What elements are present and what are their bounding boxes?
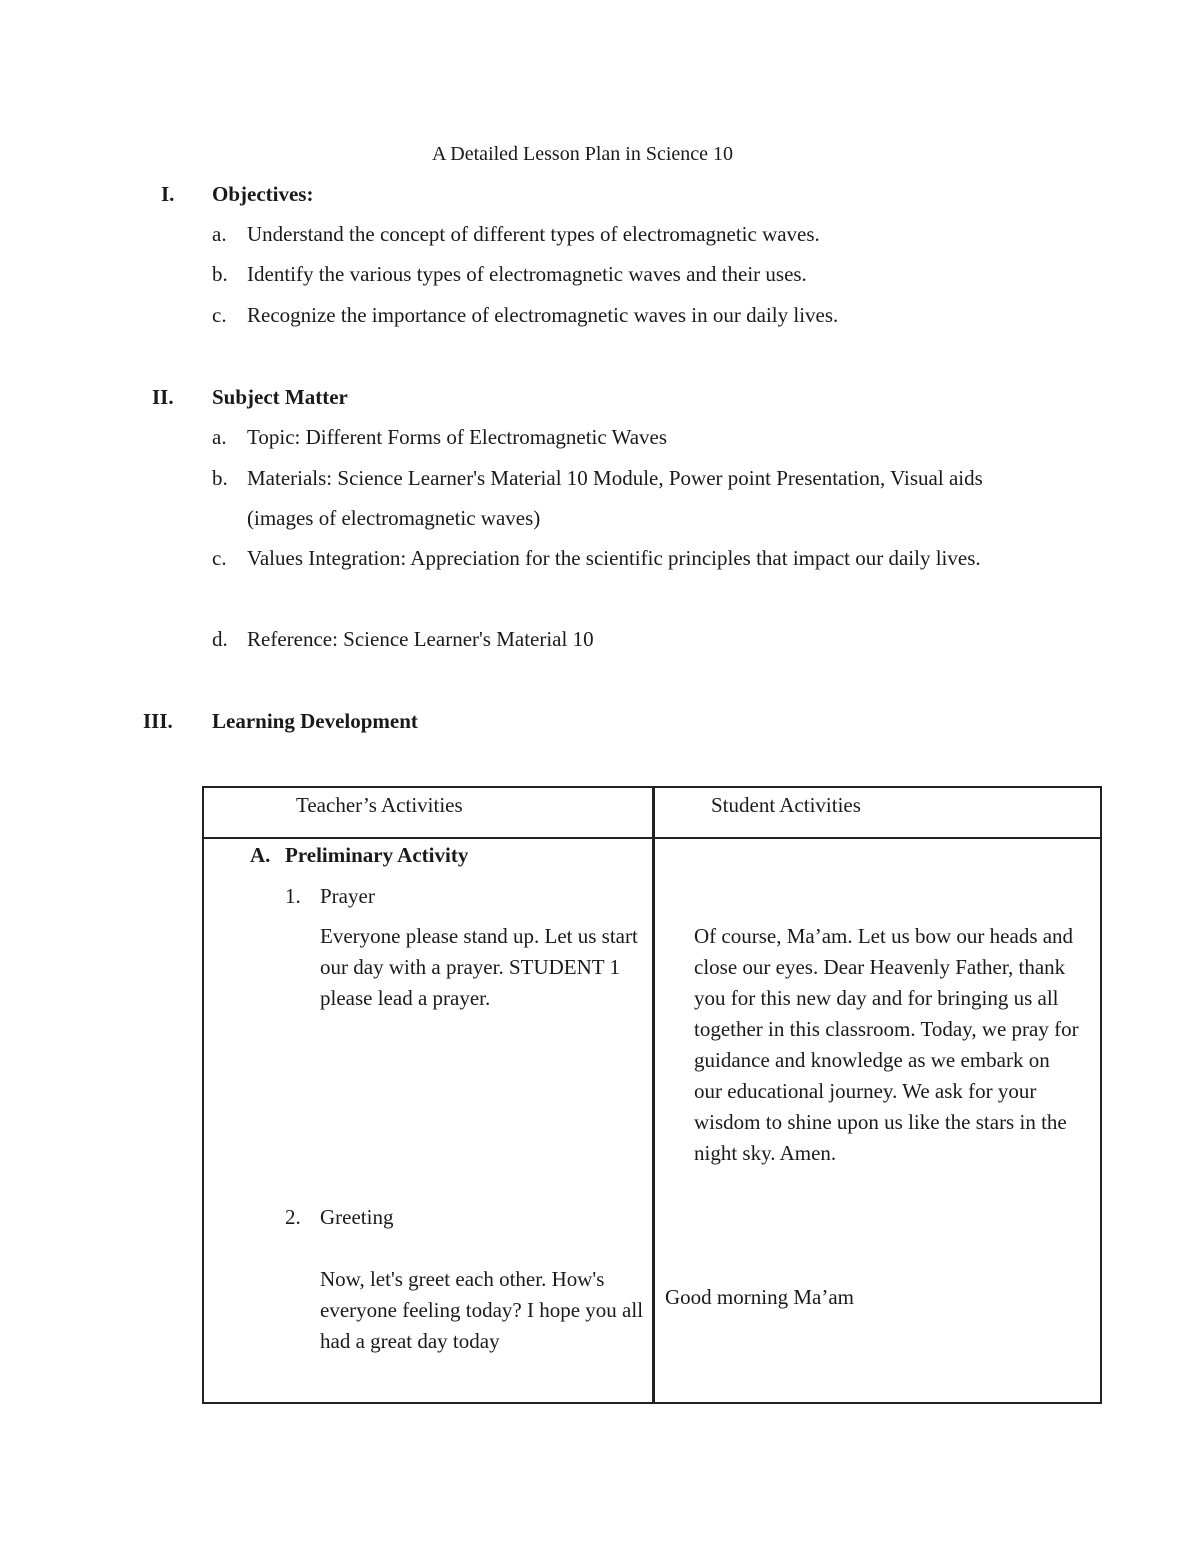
objective-item <box>212 254 1052 294</box>
item-text: Reference: Science Learner's Material 10 <box>247 627 594 651</box>
section-2-heading: Subject Matter <box>212 385 348 409</box>
item-letter: a. <box>212 222 227 246</box>
subject-item <box>212 538 1052 578</box>
section-label: A. <box>250 843 271 867</box>
objective-item <box>212 214 1052 254</box>
teacher-greeting-text: Now, let's greet each other. How's everyone feeling today? I hope you all had a great day today <box>320 1267 644 1353</box>
step-number: 2. <box>285 1205 301 1229</box>
step-title: Greeting <box>320 1205 394 1229</box>
section-3-numeral: III. <box>143 709 173 733</box>
document-title: A Detailed Lesson Plan in Science 10 <box>431 143 734 165</box>
item-text: Recognize the importance of electromagnetic waves in our daily lives. <box>247 303 839 327</box>
section-1-heading: Objectives: <box>212 182 314 206</box>
step-title: Prayer <box>320 884 375 908</box>
section-3-heading: Learning Development <box>212 709 418 733</box>
item-letter: c. <box>212 303 227 327</box>
item-letter: a. <box>212 425 227 449</box>
item-text: Understand the concept of different types of electromagnetic waves. <box>247 222 820 246</box>
header-divider <box>204 837 1100 839</box>
step-number: 1. <box>285 884 301 908</box>
item-text: Topic: Different Forms of Electromagnetic Waves <box>247 425 668 449</box>
teacher-prayer-text: Everyone please stand up. Let us start our day with a prayer. STUDENT 1 please lead a prayer. <box>320 924 638 1010</box>
item-letter: d. <box>212 627 228 651</box>
subject-item <box>212 417 1052 457</box>
column-divider <box>652 788 655 1402</box>
item-text: Identify the various types of electromagnetic waves and their uses. <box>247 262 807 286</box>
subject-item <box>212 619 1052 659</box>
item-letter: b. <box>212 466 228 490</box>
student-greeting-text: Good morning Ma’am <box>665 1285 854 1309</box>
section-title: Preliminary Activity <box>285 843 469 867</box>
section-1-numeral: I. <box>161 182 175 206</box>
student-activities-header: Student Activities <box>711 793 861 817</box>
teacher-activities-header: Teacher’s Activities <box>296 793 463 817</box>
student-prayer-text: Of course, Ma’am. Let us bow our heads and close our eyes. Dear Heavenly Father, thank you for this new day and for bringing us all together in this classroom. Today, we pray for guidance and knowledge as we embark on our educational journey. We ask for your wisdom to shine upon us like the stars in the night sky. Amen. <box>694 924 1079 1165</box>
section-2-numeral: II. <box>152 385 174 409</box>
objective-item <box>212 295 1052 335</box>
item-text: Values Integration: Appreciation for the scientific principles that impact our daily lives. <box>247 546 981 570</box>
item-letter: b. <box>212 262 228 286</box>
item-text: Materials: Science Learner's Material 10 Module, Power point Presentation, Visual aids (images of electromagnetic waves) <box>247 466 983 530</box>
subject-item <box>212 458 1052 538</box>
activities-table <box>202 786 1102 1404</box>
item-letter: c. <box>212 546 227 570</box>
